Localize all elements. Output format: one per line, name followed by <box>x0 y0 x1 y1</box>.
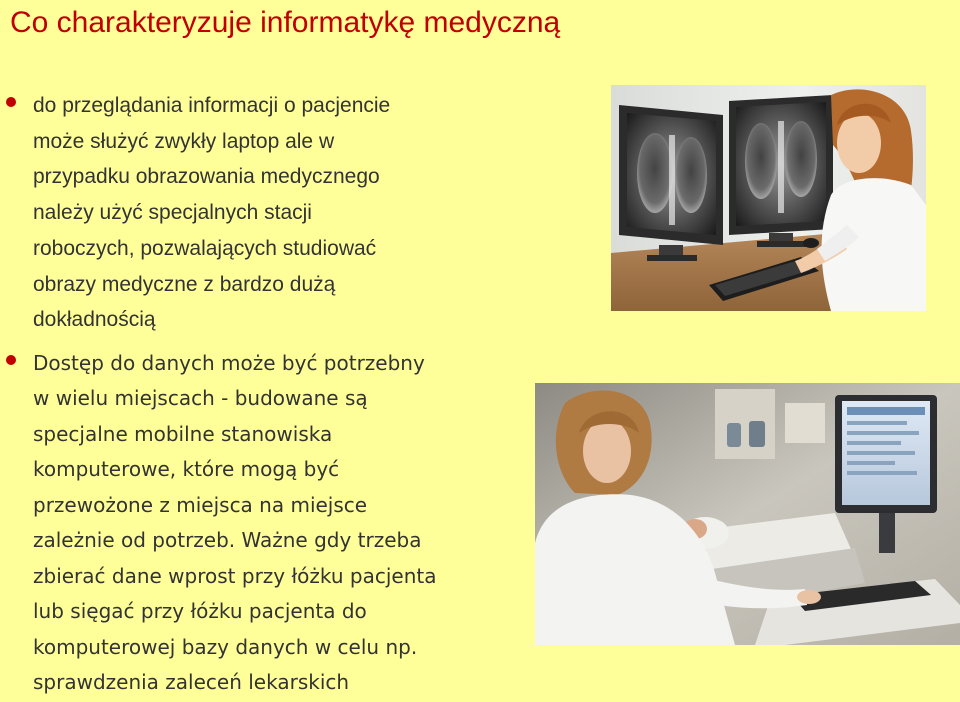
text-line: Dostęp do danych może być potrzebny <box>33 350 425 375</box>
text-line: zależnie od potrzeb. Ważne gdy trzeba <box>33 528 422 553</box>
text-line: komputerowe, które mogą być <box>33 457 340 482</box>
text-line: przypadku obrazowania medycznego <box>33 165 380 189</box>
text-line: przewożone z miejsca na miejsce <box>33 492 368 517</box>
text-line: komputerowej bazy danych w celu np. <box>33 634 418 659</box>
text-line: sprawdzenia zaleceń lekarskich <box>33 670 350 695</box>
text-line: należy użyć specjalnych stacji <box>33 201 312 225</box>
text-line: dokładnością <box>33 308 156 332</box>
bullet-item-mobile-workstations <box>0 346 518 701</box>
bullet-list <box>0 88 520 701</box>
text-line: w wielu miejscach - budowane są <box>33 386 368 411</box>
text-line: roboczych, pozwalających studiować <box>33 236 377 260</box>
xray-workstation-photo <box>611 85 926 311</box>
slide-title: Co charakteryzuje informatykę medyczną <box>10 6 561 39</box>
text-line: specjalne mobilne stanowiska <box>33 421 333 446</box>
xray-workstation-illustration <box>611 85 926 311</box>
text-line: obrazy medyczne z bardzo dużą <box>33 272 336 296</box>
text-line: do przeglądania informacji o pacjencie <box>33 94 391 117</box>
bullet-dot-icon <box>6 355 16 365</box>
text-line: może służyć zwykły laptop ale w <box>33 129 335 153</box>
bedside-computer-illustration <box>535 383 960 645</box>
bullet-item-imaging-workstations <box>0 88 513 338</box>
text-line: lub sięgać przy łóżku pacjenta do <box>33 599 367 624</box>
bedside-computer-photo <box>535 383 960 645</box>
text-line: zbierać dane wprost przy łóżku pacjenta <box>33 563 437 588</box>
bullet-dot-icon <box>6 97 16 107</box>
